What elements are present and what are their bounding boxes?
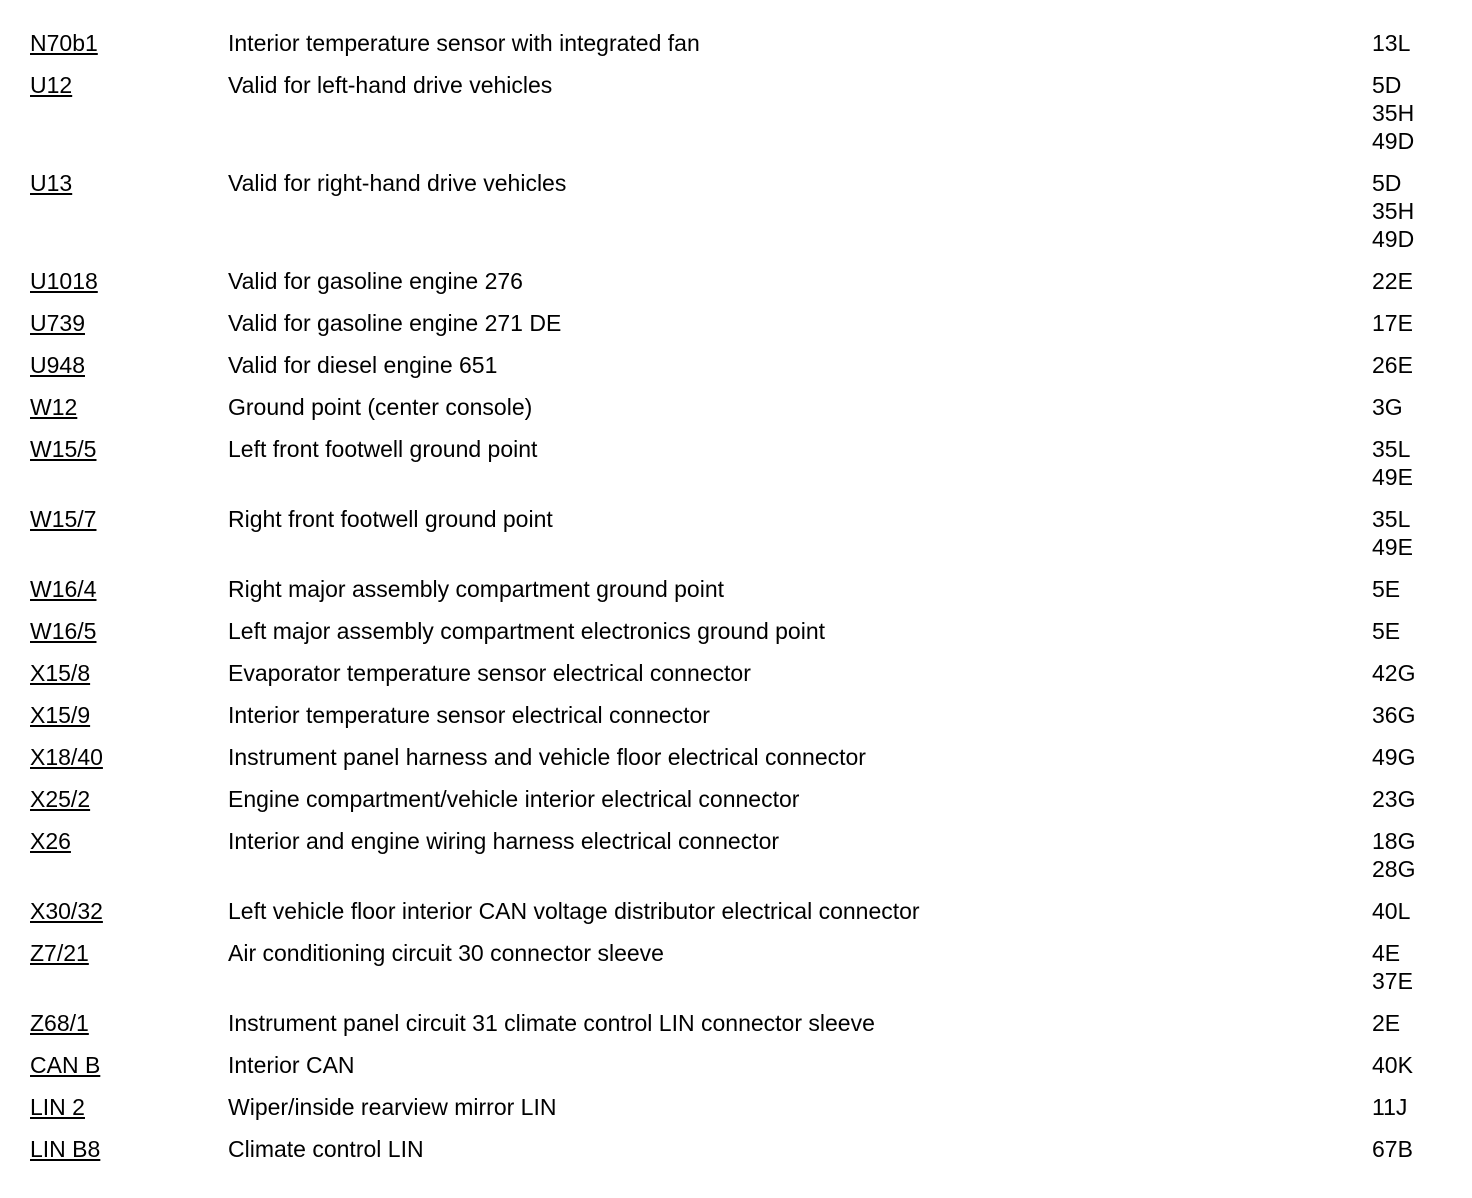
grid-reference: 49E	[1372, 464, 1413, 490]
component-code-link[interactable]: U13	[30, 170, 73, 196]
grid-reference: 49G	[1372, 744, 1416, 770]
component-description: Valid for right-hand drive vehicles	[228, 170, 567, 196]
grid-reference-list	[1372, 1093, 1462, 1121]
component-code-cell	[0, 351, 228, 379]
grid-reference-list	[1372, 1009, 1462, 1037]
grid-reference: 2E	[1372, 1010, 1401, 1036]
component-code-link[interactable]: U1018	[30, 268, 98, 294]
grid-reference: 49D	[1372, 128, 1415, 154]
component-description: Valid for left-hand drive vehicles	[228, 72, 553, 98]
component-description: Valid for gasoline engine 271 DE	[228, 310, 562, 336]
component-code-link[interactable]: X25/2	[30, 786, 91, 812]
component-code-cell	[0, 309, 228, 337]
component-code-link[interactable]: X26	[30, 828, 71, 854]
component-code-cell	[0, 169, 228, 197]
grid-reference: 35H	[1372, 100, 1415, 126]
component-code-cell	[0, 1051, 228, 1079]
component-code-link[interactable]: CAN B	[30, 1052, 101, 1078]
component-code-link[interactable]: Z68/1	[30, 1010, 89, 1036]
grid-reference-list	[1372, 309, 1462, 337]
table-row	[0, 701, 1472, 743]
component-description: Interior CAN	[228, 1052, 355, 1078]
grid-reference-list	[1372, 617, 1462, 645]
grid-reference-list	[1372, 505, 1462, 561]
component-description: Interior temperature sensor with integrated fan	[228, 30, 700, 56]
grid-reference: 35H	[1372, 198, 1415, 224]
component-code-cell	[0, 71, 228, 99]
table-row	[0, 309, 1472, 351]
component-code-cell	[0, 1135, 228, 1163]
table-row	[0, 1009, 1472, 1051]
component-description: Interior and engine wiring harness electrical connector	[228, 828, 780, 854]
grid-reference: 28G	[1372, 856, 1416, 882]
grid-reference-list	[1372, 575, 1462, 603]
component-code-cell	[0, 29, 228, 57]
grid-reference-list	[1372, 267, 1462, 295]
component-code-cell	[0, 827, 228, 855]
component-description: Evaporator temperature sensor electrical connector	[228, 660, 751, 686]
component-description: Right major assembly compartment ground point	[228, 576, 725, 602]
table-row	[0, 505, 1472, 575]
grid-reference-list	[1372, 939, 1462, 995]
component-code-link[interactable]: X30/32	[30, 898, 103, 924]
component-code-cell	[0, 785, 228, 813]
grid-reference: 35L	[1372, 436, 1411, 462]
component-code-link[interactable]: W16/4	[30, 576, 97, 602]
component-description: Ground point (center console)	[228, 394, 533, 420]
table-row	[0, 267, 1472, 309]
grid-reference-list	[1372, 393, 1462, 421]
grid-reference: 11J	[1372, 1094, 1408, 1120]
component-description: Air conditioning circuit 30 connector sleeve	[228, 940, 664, 966]
component-code-link[interactable]: Z7/21	[30, 940, 89, 966]
component-description: Instrument panel harness and vehicle floor electrical connector	[228, 744, 866, 770]
component-description: Left major assembly compartment electronics ground point	[228, 618, 826, 644]
grid-reference-list	[1372, 1051, 1462, 1079]
component-code-link[interactable]: W15/7	[30, 506, 97, 532]
grid-reference-list	[1372, 1135, 1462, 1163]
table-row	[0, 897, 1472, 939]
table-row	[0, 393, 1472, 435]
table-row	[0, 743, 1472, 785]
component-description: Wiper/inside rearview mirror LIN	[228, 1094, 557, 1120]
grid-reference: 4E	[1372, 940, 1401, 966]
table-row	[0, 1051, 1472, 1093]
component-description: Engine compartment/vehicle interior electrical connector	[228, 786, 800, 812]
grid-reference: 18G	[1372, 828, 1416, 854]
grid-reference-list	[1372, 701, 1462, 729]
component-code-cell	[0, 617, 228, 645]
table-row	[0, 939, 1472, 1009]
component-code-cell	[0, 743, 228, 771]
grid-reference: 49D	[1372, 226, 1415, 252]
grid-reference-list	[1372, 743, 1462, 771]
grid-reference: 42G	[1372, 660, 1416, 686]
component-code-cell	[0, 1009, 228, 1037]
component-description: Right front footwell ground point	[228, 506, 553, 532]
grid-reference: 23G	[1372, 786, 1416, 812]
table-row	[0, 71, 1472, 169]
grid-reference: 37E	[1372, 968, 1413, 994]
table-row	[0, 435, 1472, 505]
table-row	[0, 1135, 1472, 1177]
component-code-link[interactable]: W15/5	[30, 436, 97, 462]
table-row	[0, 169, 1472, 267]
grid-reference: 5D	[1372, 170, 1402, 196]
grid-reference-list	[1372, 785, 1462, 813]
table-row	[0, 659, 1472, 701]
table-row	[0, 351, 1472, 393]
component-legend-table	[0, 29, 1472, 1177]
grid-reference-list	[1372, 435, 1462, 491]
component-description: Instrument panel circuit 31 climate control LIN connector sleeve	[228, 1010, 875, 1036]
component-code-cell	[0, 393, 228, 421]
grid-reference-list	[1372, 351, 1462, 379]
grid-reference: 67B	[1372, 1136, 1413, 1162]
grid-reference: 40L	[1372, 898, 1411, 924]
component-description: Climate control LIN	[228, 1136, 424, 1162]
grid-reference: 5E	[1372, 576, 1401, 602]
component-code-link[interactable]: U12	[30, 72, 73, 98]
component-description: Valid for gasoline engine 276	[228, 268, 523, 294]
component-code-cell	[0, 659, 228, 687]
component-code-link[interactable]: U739	[30, 310, 85, 336]
table-row	[0, 29, 1472, 71]
grid-reference: 5E	[1372, 618, 1401, 644]
component-description: Interior temperature sensor electrical connector	[228, 702, 710, 728]
component-description: Left vehicle floor interior CAN voltage distributor electrical connector	[228, 898, 920, 924]
table-row	[0, 575, 1472, 617]
grid-reference: 3G	[1372, 394, 1403, 420]
component-code-link[interactable]: W16/5	[30, 618, 97, 644]
grid-reference: 35L	[1372, 506, 1411, 532]
table-row	[0, 617, 1472, 659]
component-code-link[interactable]: X15/9	[30, 702, 91, 728]
table-row	[0, 1093, 1472, 1135]
component-code-cell	[0, 435, 228, 463]
grid-reference: 5D	[1372, 72, 1402, 98]
component-code-cell	[0, 505, 228, 533]
grid-reference: 17E	[1372, 310, 1413, 336]
component-description: Left front footwell ground point	[228, 436, 538, 462]
component-code-cell	[0, 701, 228, 729]
component-code-link[interactable]: X15/8	[30, 660, 91, 686]
component-code-cell	[0, 575, 228, 603]
grid-reference: 13L	[1372, 30, 1411, 56]
grid-reference-list	[1372, 897, 1462, 925]
grid-reference: 22E	[1372, 268, 1413, 294]
grid-reference: 36G	[1372, 702, 1416, 728]
component-code-cell	[0, 897, 228, 925]
component-code-link[interactable]: U948	[30, 352, 85, 378]
table-row	[0, 827, 1472, 897]
grid-reference: 40K	[1372, 1052, 1413, 1078]
grid-reference: 26E	[1372, 352, 1413, 378]
component-code-link[interactable]: LIN B8	[30, 1136, 101, 1162]
table-row	[0, 785, 1472, 827]
component-description: Valid for diesel engine 651	[228, 352, 498, 378]
grid-reference-list	[1372, 169, 1462, 253]
grid-reference-list	[1372, 659, 1462, 687]
component-code-link[interactable]: W12	[30, 394, 78, 420]
component-code-cell	[0, 939, 228, 967]
component-code-link[interactable]: LIN 2	[30, 1094, 85, 1120]
grid-reference: 49E	[1372, 534, 1413, 560]
grid-reference-list	[1372, 29, 1462, 57]
component-code-link[interactable]: X18/40	[30, 744, 103, 770]
grid-reference-list	[1372, 827, 1462, 883]
grid-reference-list	[1372, 71, 1462, 155]
component-code-cell	[0, 1093, 228, 1121]
component-code-cell	[0, 267, 228, 295]
component-code-link[interactable]: N70b1	[30, 30, 98, 56]
